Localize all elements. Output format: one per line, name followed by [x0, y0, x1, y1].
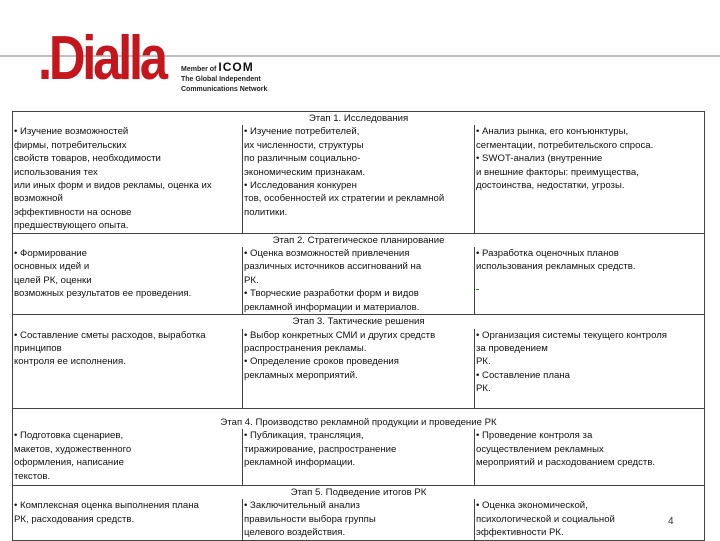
stage-cell: • Разработка оценочных планов использования рекламных средств. [475, 247, 705, 315]
stage-4-title-row [13, 409, 705, 430]
stage-cell: • Формирование основных идей и целей РК, оценки возможных результатов ее проведения. [13, 247, 243, 315]
stage-cell: • Составление сметы расходов, выработка принципов контроля ее исполнения. [13, 329, 243, 409]
stage-title: Этап 1. Исследования [13, 112, 705, 126]
page-number: 4 [668, 516, 674, 527]
stage-4-row [13, 429, 705, 485]
icom-logo: ICOM [218, 60, 254, 74]
stage-cell: • Проведение контроля за осуществлением рекламных мероприятий и расходованием средств. [475, 429, 705, 485]
member-prefix: Member of [181, 66, 217, 73]
stages-table [12, 111, 705, 541]
header [0, 0, 720, 110]
stage-1-row [13, 125, 705, 233]
stage-cell: • Подготовка сценариев, макетов, художественного оформления, написание текстов. [13, 429, 243, 485]
stage-cell: • Публикация, трансляция, тиражирование, распространение рекламной информации. [243, 429, 475, 485]
stages-table-wrap [12, 111, 704, 541]
member-line-3: Communications Network [181, 86, 268, 93]
stage-title: Этап 3. Тактические решения [13, 315, 705, 329]
dialla-logo: .Dialla [38, 24, 165, 93]
stage-1-title-row [13, 112, 705, 126]
stage-title: Этап 5. Подведение итогов РК [13, 485, 705, 499]
stage-cell: • Анализ рынка, его конъюнктуры, сегментации, потребительского спроса. • SWOT-анализ (внутренние и внешние факторы: преимущества, достоинства, недостатки, угрозы. [475, 125, 705, 233]
stage-cell: • Заключительный анализ правильности выбора группы целевого воздействия. [243, 499, 475, 540]
stage-cell: • Изучение возможностей фирмы, потребительских свойств товаров, необходимости использования тех или иных форм и видов рекламы, оценка их возможной эффективности на основе предшествующего опыта. [13, 125, 243, 233]
stage-cell: • Комплексная оценка выполнения плана РК, расходования средств. [13, 499, 243, 540]
stage-3-row [13, 329, 705, 409]
member-line-2: The Global Independent [181, 76, 261, 83]
stage-cell: • Выбор конкретных СМИ и других средств распространения рекламы. • Определение сроков проведения рекламных мероприятий. [243, 329, 475, 409]
decorative-mark [476, 289, 479, 290]
stage-title: Этап 4. Производство рекламной продукции и проведение РК [13, 409, 705, 430]
stage-5-row [13, 499, 705, 540]
stage-cell: • Изучение потребителей, их численности, структуры по различным социально- экономическим признакам. • Исследования конкурен тов, особенностей их стратегии и рекламной политики. [243, 125, 475, 233]
stage-3-title-row [13, 315, 705, 329]
stage-cell: • Организация системы текущего контроля за проведением РК. • Составление плана РК. [475, 329, 705, 409]
stage-cell: • Оценка экономической, психологической и социальной эффективности РК. [475, 499, 705, 540]
stage-2-title-row [13, 233, 705, 247]
icom-membership [181, 62, 267, 95]
stage-5-title-row [13, 485, 705, 499]
stage-2-row [13, 247, 705, 315]
stage-title: Этап 2. Стратегическое планирование [13, 233, 705, 247]
stage-cell: • Оценка возможностей привлечения различных источников ассигнований на РК. • Творческие разработки форм и видов рекламной информации и материалов. [243, 247, 475, 315]
